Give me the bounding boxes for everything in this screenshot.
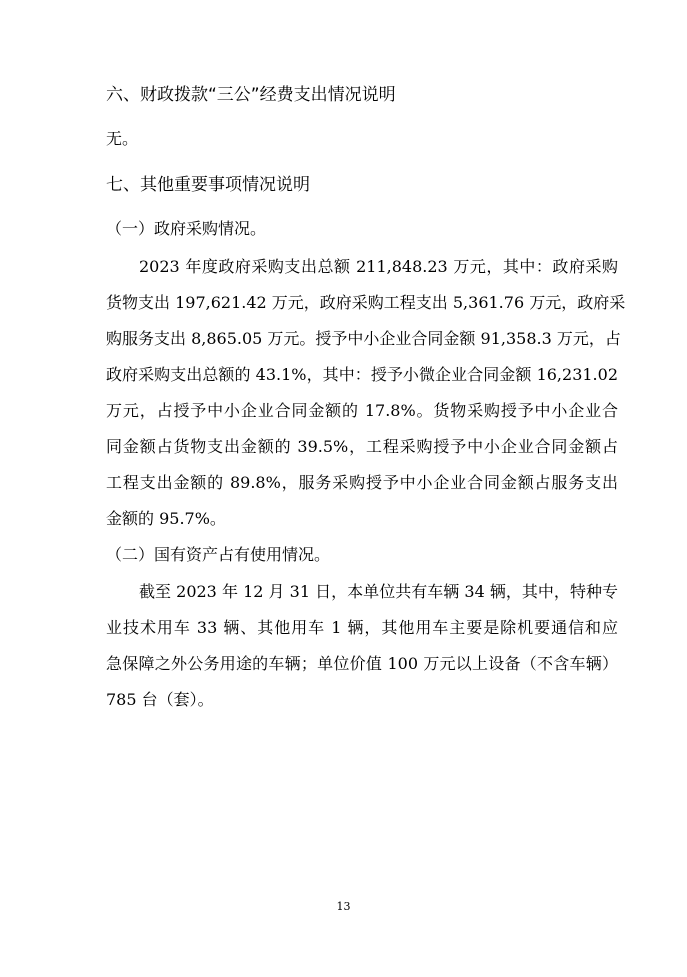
sub1-line-5: 万元，占授予中小企业合同金额的 17.8%。货物采购授予中小企业合 bbox=[106, 401, 618, 420]
sub2-line-1: 截至 2023 年 12 月 31 日，本单位共有车辆 34 辆，其中，特种专 bbox=[139, 582, 618, 601]
section6-heading: 六、财政拨款“三公”经费支出情况说明 bbox=[106, 85, 396, 105]
page-number: 13 bbox=[336, 900, 351, 913]
sub2-title: （二）国有资产占有使用情况。 bbox=[106, 545, 331, 564]
sub2-line-4: 785 台（套）。 bbox=[106, 690, 214, 709]
sub1-line-2: 货物支出 197,621.42 万元，政府采购工程支出 5,361.76 万元，政府采 bbox=[106, 293, 626, 312]
sub2-line-3: 急保障之外公务用途的车辆；单位价值 100 万元以上设备（不含车辆） bbox=[106, 654, 618, 673]
sub2-line-2: 业技术用车 33 辆、其他用车 1 辆，其他用车主要是除机要通信和应 bbox=[106, 618, 618, 637]
section6-body: 无。 bbox=[106, 129, 139, 148]
section7-heading: 七、其他重要事项情况说明 bbox=[106, 175, 310, 195]
sub1-line-3: 购服务支出 8,865.05 万元。授予中小企业合同金额 91,358.3 万元，占 bbox=[106, 329, 621, 348]
sub1-line-6: 同金额占货物支出金额的 39.5%，工程采购授予中小企业合同金额占 bbox=[106, 437, 618, 456]
sub1-title: （一）政府采购情况。 bbox=[106, 219, 267, 238]
sub1-line-7: 工程支出金额的 89.8%，服务采购授予中小企业合同金额占服务支出 bbox=[106, 473, 618, 492]
sub1-line-1: 2023 年度政府采购支出总额 211,848.23 万元，其中：政府采购 bbox=[139, 257, 618, 276]
sub1-line-8: 金额的 95.7%。 bbox=[106, 509, 226, 528]
sub1-line-4: 政府采购支出总额的 43.1%，其中：授予小微企业合同金额 16,231.02 bbox=[106, 365, 618, 384]
